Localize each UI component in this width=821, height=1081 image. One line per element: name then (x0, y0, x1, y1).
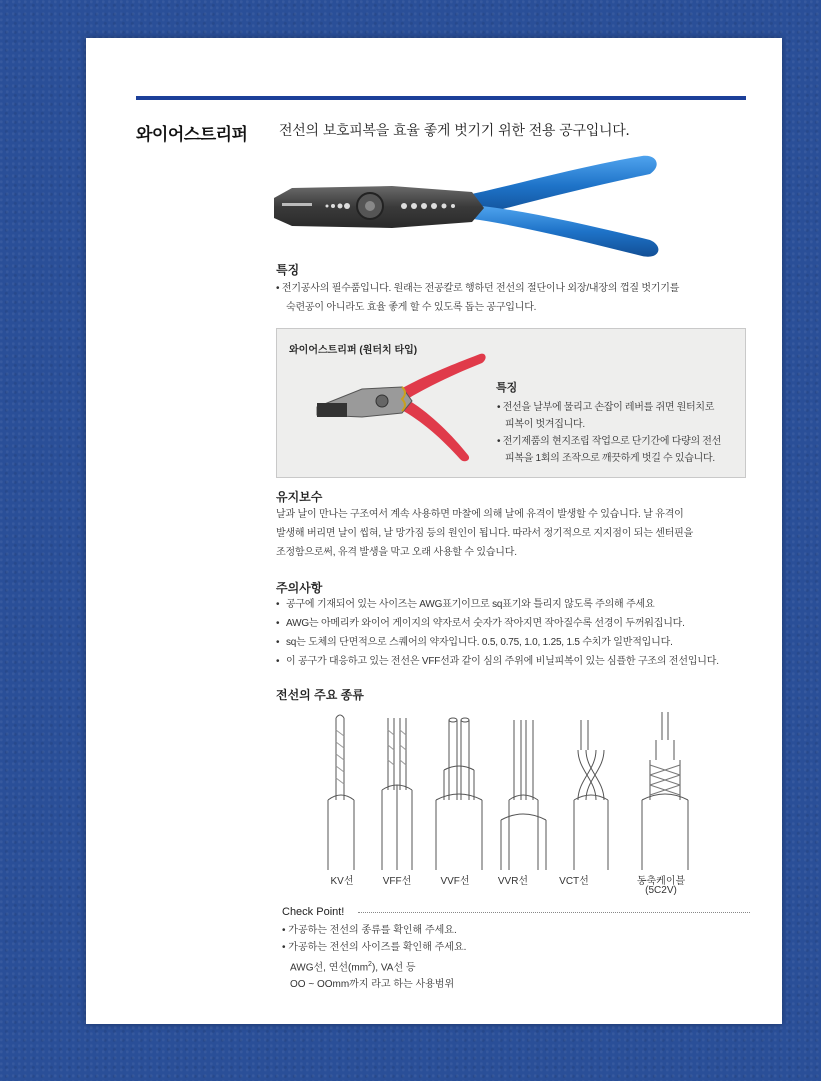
checkpoint-item: • 가공하는 전선의 종류를 확인해 주세요. (282, 925, 457, 936)
checkpoint-item: • 가공하는 전선의 사이즈를 확인해 주세요. (282, 942, 467, 953)
caution-item: • sq는 도체의 단면적으로 스퀘어의 약자입니다. 0.5, 0.75, 1.0, 1.25, 1.5 수치가 일반적입니다. (276, 633, 719, 652)
vff-wire (382, 718, 412, 870)
wire-label-vvr: VVR선 (497, 876, 529, 887)
document-page (86, 38, 782, 1024)
caution-item: • 공구에 기재되어 있는 사이즈는 AWG표기이므로 sq표기와 틀리지 않도록 주의해 주세요 (276, 595, 719, 614)
wire-label-vct: VCT선 (559, 876, 589, 887)
onetouch-feature-item-cont: 피복이 벗겨집니다. (505, 419, 585, 430)
kv-wire (328, 715, 354, 870)
onetouch-feature-list (497, 399, 737, 467)
wire-stripper-image (272, 146, 662, 266)
checkpoint-list (282, 922, 466, 993)
checkpoint-sub: AWG선, 연선$(mm^2)$, VA선 등 (290, 961, 416, 974)
cautions-list (276, 595, 719, 671)
wire-label-coax: 동축케이블 (636, 876, 686, 887)
header-rule (136, 96, 746, 100)
wire-types-diagram (316, 710, 696, 880)
checkpoint-title: Check Point! (282, 906, 345, 918)
maintenance-heading: 유지보수 (276, 490, 323, 504)
onetouch-title: 와이어스트리퍼 (원터치 타입) (289, 345, 418, 356)
page-title: 와이어스트리퍼 (136, 125, 248, 144)
checkpoint-sub: OO ~ OOmm까지 라고 하는 사용범위 (290, 979, 455, 991)
wire-types-heading: 전선의 주요 종류 (276, 688, 364, 702)
wire-label-coax-spec: (5C2V) (645, 885, 677, 896)
headline: 전선의 보호피복을 효율 좋게 벗기기 위한 전용 공구입니다. (279, 123, 630, 139)
caution-item: • 이 공구가 대응하고 있는 전선은 VFF선과 같이 심의 주위에 비닐피복이 있는 심플한 구조의 전선입니다. (276, 652, 719, 671)
maintenance-text (276, 505, 693, 562)
checkpoint-divider (358, 912, 750, 913)
maintenance-line: 날과 날이 만나는 구조여서 계속 사용하면 마찰에 의해 날에 유격이 발생할 수 있습니다. 날 유격이 (276, 509, 684, 520)
cautions-heading: 주의사항 (276, 581, 323, 595)
maintenance-line: 조정함으로써, 유격 발생을 막고 오래 사용할 수 있습니다. (276, 547, 517, 558)
vvf-wire (436, 718, 482, 870)
features-text (276, 279, 679, 317)
wire-label-kv: KV선 (330, 876, 354, 887)
maintenance-line: 발생해 버리면 날이 씹혀, 날 망가짐 등의 원인이 됩니다. 따라서 정기적으로 지지점이 되는 센터핀을 (276, 528, 694, 539)
onetouch-feature-item: • 전기제품의 현지조립 작업으로 단기간에 다량의 전선 (497, 436, 721, 447)
onetouch-feature-item-cont: 피복을 1회의 조작으로 깨끗하게 벗길 수 있습니다. (505, 453, 715, 464)
features-line: 숙련공이 아니라도 효율 좋게 할 수 있도록 돕는 공구입니다. (286, 302, 537, 313)
wire-label-vff: VFF선 (382, 876, 412, 887)
vct-wire (574, 720, 608, 870)
onetouch-box (276, 328, 746, 478)
features-line: • 전기공사의 필수품입니다. 원래는 전공칼로 행하던 전선의 절단이나 외장/내장의 껍질 벗기기를 (276, 283, 680, 294)
onetouch-feature-item: • 전선을 날부에 물리고 손잡이 레버를 쥐면 원터치로 (497, 402, 715, 413)
wire-label-vvf: VVF선 (440, 876, 470, 887)
vvr-wire (501, 720, 546, 870)
onetouch-stripper-image (302, 339, 487, 467)
caution-item: • AWG는 아메리카 와이어 게이지의 약자로서 숫자가 작아지면 작아질수록 선경이 두꺼워집니다. (276, 614, 719, 633)
coax-wire (642, 712, 688, 870)
onetouch-feature-heading: 특징 (496, 382, 518, 394)
features-heading: 특징 (276, 263, 300, 277)
